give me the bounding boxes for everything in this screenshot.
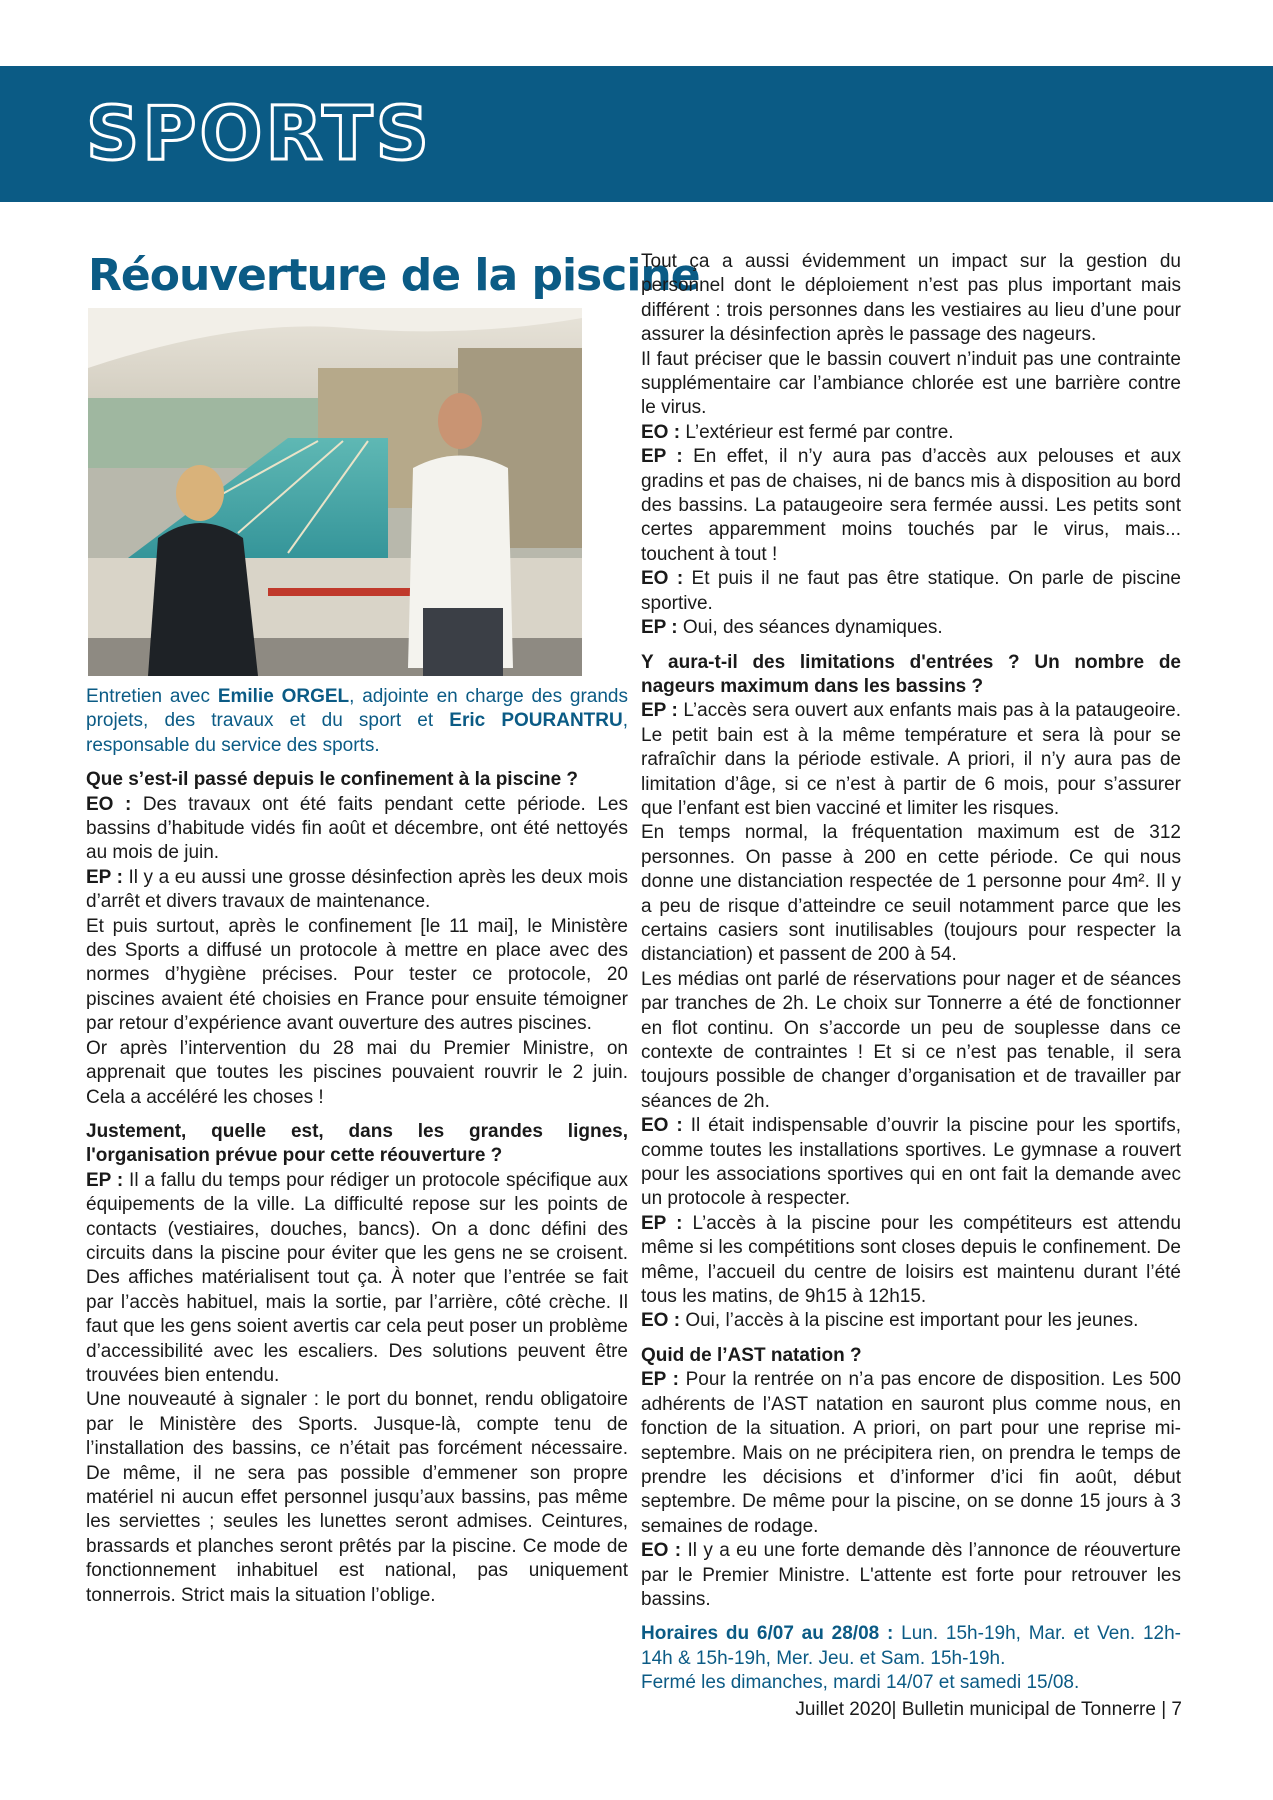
interview-question: Justement, quelle est, dans les grandes lignes, l'organisation prévue pour cette réouverture ? [86,1120,628,1167]
section-title: SPORTS [86,91,432,177]
interview-answer: EO : L’extérieur est fermé par contre. [641,421,954,443]
interview-paragraph: Une nouveauté à signaler : le port du bonnet, rendu obligatoire par le Ministère des Sports. Jusque-là, compte tenu de l’installation des bassins, ce n’était pas forcément nécessaire. De même, il ne sera pas possible d’emmener son propre matériel ni aucun effet personnel jusqu’aux bassins, pas même les serviettes ; seules les lunettes seront admises. Ceintures, brassards et planches seront prêtés par la piscine. Ce mode de fonctionnement inhabituel est national, pas uniquement tonnerrois. Strict mais la situation l’oblige. [86,1389,628,1606]
article-photo [88,308,582,676]
interview-answer: EO : Et puis il ne faut pas être statique. On parle de piscine sportive. [641,568,1181,614]
opening-hours: Horaires du 6/07 au 28/08 : Lun. 15h-19h, Mar. et Ven. 12h-14h & 15h-19h, Mer. Jeu. et Sam. 15h-19h. [641,1623,1181,1669]
article-column-left [86,685,628,1608]
interview-paragraph: Or après l’intervention du 28 mai du Premier Ministre, on apprenait que toutes les piscines pouvaient rouvrir le 2 juin. Cela a accéléré les choses ! [86,1037,628,1108]
interview-answer: EP : Il y a eu aussi une grosse désinfection après les deux mois d’arrêt et divers travaux de maintenance. [86,866,629,913]
interview-answer: EP : L’accès à la piscine pour les compétiteurs est attendu même si les compétitions sont closes depuis le confinement. De même, l’accueil du centre de loisirs est maintenu durant l’été tous les matins, de 9h15 à 12h15. [641,1212,1182,1308]
interview-paragraph: En temps normal, la fréquentation maximum est de 312 personnes. On passe à 200 en cette période. Ce qui nous donne une distanciation respectée de 1 personne pour 4m². Il y a peu de risque d’atteindre ce seuil notamment parce que les certains casiers sont inutilisables (toujours pour respecter la distanciation) et passent de 200 à 54. [641,822,1181,966]
interview-answer: EP : En effet, il n’y aura pas d’accès aux pelouses et aux gradins et pas de chaises, ni de bancs mis à disposition au bord des bassins. La pataugeoire sera fermée aussi. Les petits sont certes apparemment moins touchés par le virus, mais... touchent à tout ! [641,446,1182,565]
interview-paragraph: Les médias ont parlé de réservations pour nager et de séances par tranches de 2h. Le choix sur Tonnerre a été de fonctionner en flot continu. On s’accorde un peu de souplesse dans ce contexte de contraintes ! Et si ce n’est pas tenable, il sera toujours possible de changer d’organisation et de travailler par séances de 2h. [641,968,1181,1112]
article-headline: Réouverture de la piscine [88,250,700,301]
interview-answer: EP : L’accès sera ouvert aux enfants mais pas à la pataugeoire. Le petit bain est à la même température et sera là pour se rafraîchir dans la période estivale. A priori, il n’y aura pas de limitation d’âge, si ce n’est à partir de 6 mois, pour s’assurer que l’enfant est bien vacciné et limiter les risques. [641,700,1181,819]
interview-question: Que s’est-il passé depuis le confinement à la piscine ? [86,769,579,791]
interview-question: Y aura-t-il des limitations d'entrées ? Un nombre de nageurs maximum dans les bassins ? [641,651,1181,697]
interview-answer: EP : Oui, des séances dynamiques. [641,617,943,639]
interview-answer: EO : Il y a eu une forte demande dès l’annonce de réouverture par le Premier Ministre. L'attente est forte pour retrouver les bassins. [641,1540,1181,1610]
article-intro: Entretien avec Emilie ORGEL, adjointe en charge des grands projets, des travaux et du sport et Eric POURANTRU, responsable du service des sports. [86,686,628,756]
interview-paragraph: Et puis surtout, après le confinement [le 11 mai], le Ministère des Sports a diffusé un protocole à mettre en place avec des normes d’hygiène précises. Pour tester ce protocole, 20 piscines avaient été choisies en France pour ensuite témoigner par retour d’expérience avant ouverture des autres piscines. [86,915,628,1035]
interview-answer: EO : Des travaux ont été faits pendant cette période. Les bassins d’habitude vidés fin août et décembre, ont été nettoyés au mois de juin. [86,793,628,864]
interview-answer: EP : Pour la rentrée on n’a pas encore de disposition. Les 500 adhérents de l’AST natation en sauront plus comme nous, en fonction de la situation. A priori, on part pour une reprise mi-septembre. Mais on ne précipitera rien, on prendra le temps de prendre les décisions et d’informer d’ici fin août, début septembre. De même pour la piscine, on se donne 15 jours à 3 semaines de rodage. [641,1369,1181,1537]
section-banner [0,66,1273,202]
interview-answer: EP : Il a fallu du temps pour rédiger un protocole spécifique aux équipements de la ville. La difficulté repose sur les points de contacts (vestiaires, douches, bancs). On a donc défini des circuits dans la piscine pour éviter que les gens ne se croisent. Des affiches matérialisent tout ça. À noter que l’entrée se fait par l’accès habituel, mais la sortie, par l’arrière, côté crèche. Il faut que les gens soient avertis car cela peut poser un problème d’accessibilité avec les escaliers. Des solutions peuvent être trouvées bien entendu. [86,1169,628,1386]
page-footer: Juillet 2020| Bulletin municipal de Tonnerre | 7 [795,1699,1182,1720]
interview-answer: EO : Oui, l’accès à la piscine est important pour les jeunes. [641,1310,1139,1332]
article-column-right [641,250,1181,1696]
interview-question: Quid de l’AST natation ? [641,1344,862,1366]
closing-days: Fermé les dimanches, mardi 14/07 et samedi 15/08. [641,1672,1080,1694]
interview-paragraph: Il faut préciser que le bassin couvert n’induit pas une contrainte supplémentaire car l’ambiance chlorée est une barrière contre le virus. [641,348,1181,419]
interview-paragraph: Tout ça a aussi évidemment un impact sur la gestion du personnel dont le déploiement n’est pas plus important mais différent : trois personnes dans les vestiaires au lieu d’une pour assurer la désinfection après le passage des nageurs. [641,251,1181,346]
interview-answer: EO : Il était indispensable d’ouvrir la piscine pour les sportifs, comme toutes les installations sportives. Le gymnase a rouvert pour les associations sportives qui en ont fait la demande avec un protocole à respecter. [641,1115,1181,1210]
